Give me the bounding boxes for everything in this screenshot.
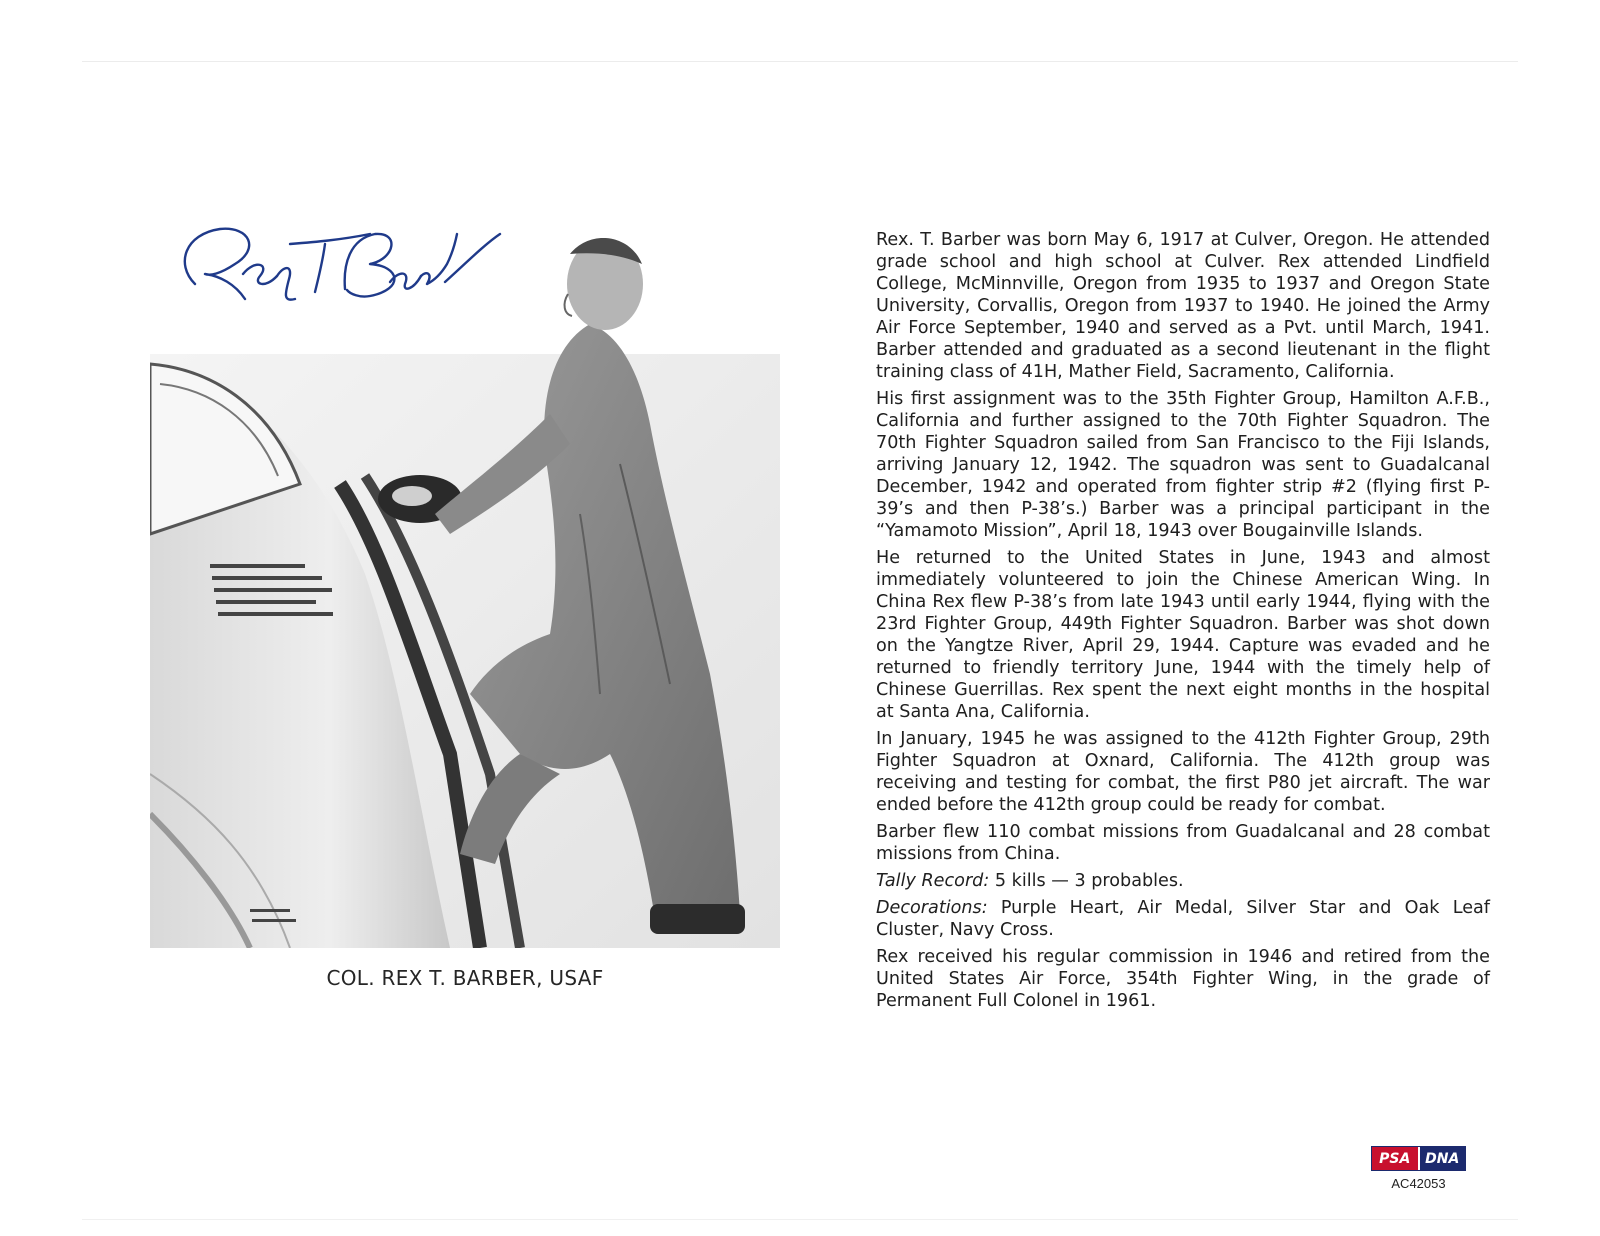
authentication-code: AC42053 bbox=[1391, 1176, 1446, 1191]
decorations-value: Purple Heart, Air Medal, Silver Star and Oak Leaf Cluster, Navy Cross. bbox=[876, 898, 1490, 940]
bio-paragraph-birth: Rex. T. Barber was born May 6, 1917 at Culver, Oregon. He attended grade school and high school at Culver. Rex attended Lindfield College, McMinnville, Oregon from 1935 to 1937 and Oregon State University, Corvallis, Oregon from 1937 to 1940. He joined the Army Air Force September, 1940 and served as a Pvt. until March, 1941. Barber attended and graduated as a second lieutenant in the flight training class of 41H, Mather Field, Sacramento, California. bbox=[876, 230, 1490, 382]
tally-value: 5 kills — 3 probables. bbox=[989, 871, 1184, 891]
biography-text bbox=[876, 229, 1490, 1017]
bio-paragraph-retirement: Rex received his regular commission in 1946 and retired from the United States Air Force, 354th Fighter Wing, in the grade of Permanent Full Colonel in 1961. bbox=[876, 947, 1490, 1011]
bio-paragraph-412th: In January, 1945 he was assigned to the 412th Fighter Group, 29th Fighter Squadron at Oxnard, California. The 412th group was receiving and testing for combat, the first P80 jet aircraft. The war ended before the 412th group could be ready for combat. bbox=[876, 729, 1490, 815]
bio-tally-record bbox=[876, 870, 1490, 892]
dna-logo-text: DNA bbox=[1418, 1147, 1466, 1170]
pilot-photo bbox=[150, 214, 780, 948]
bio-paragraph-china: He returned to the United States in June, 1943 and almost immediately volunteered to join the Chinese American Wing. In China Rex flew P-38’s from late 1943 until early 1944, flying with the 23rd Fighter Group, 449th Fighter Squadron. Barber was shot down on the Yangtze River, April 29, 1944. Capture was evaded and he returned to friendly territory June, 1944 with the timely help of Chinese Guerrillas. Rex spent the next eight months in the hospital at Santa Ana, California. bbox=[876, 548, 1490, 722]
bio-paragraph-first-assignment: His first assignment was to the 35th Fighter Group, Hamilton A.F.B., California and further assigned to the 70th Fighter Squadron. The 70th Fighter Squadron sailed from San Francisco to the Fiji Islands, arriving January 12, 1942. The squadron was sent to Guadalcanal December, 1942 and operated from fighter strip #2 (flying first P-39’s and then P-38’s.) Barber was a principal participant in the “Yamamoto Mission”, April 18, 1943 over Bougainville Islands. bbox=[876, 389, 1490, 541]
psa-logo-text: PSA bbox=[1372, 1147, 1418, 1170]
autograph-signature bbox=[165, 204, 505, 314]
paper-bottom-edge bbox=[82, 1219, 1518, 1220]
psa-dna-authentication-sticker bbox=[1371, 1146, 1466, 1191]
bio-decorations bbox=[876, 897, 1490, 941]
photo-caption: COL. REX T. BARBER, USAF bbox=[326, 966, 604, 990]
decorations-label: Decorations: bbox=[876, 898, 988, 918]
bio-paragraph-missions: Barber flew 110 combat missions from Guadalcanal and 28 combat missions from China. bbox=[876, 822, 1490, 864]
tally-label: Tally Record: bbox=[876, 871, 990, 891]
paper-top-edge bbox=[82, 61, 1518, 62]
pilot-boarding-aircraft-image bbox=[150, 214, 780, 948]
psa-dna-logo bbox=[1371, 1146, 1466, 1171]
